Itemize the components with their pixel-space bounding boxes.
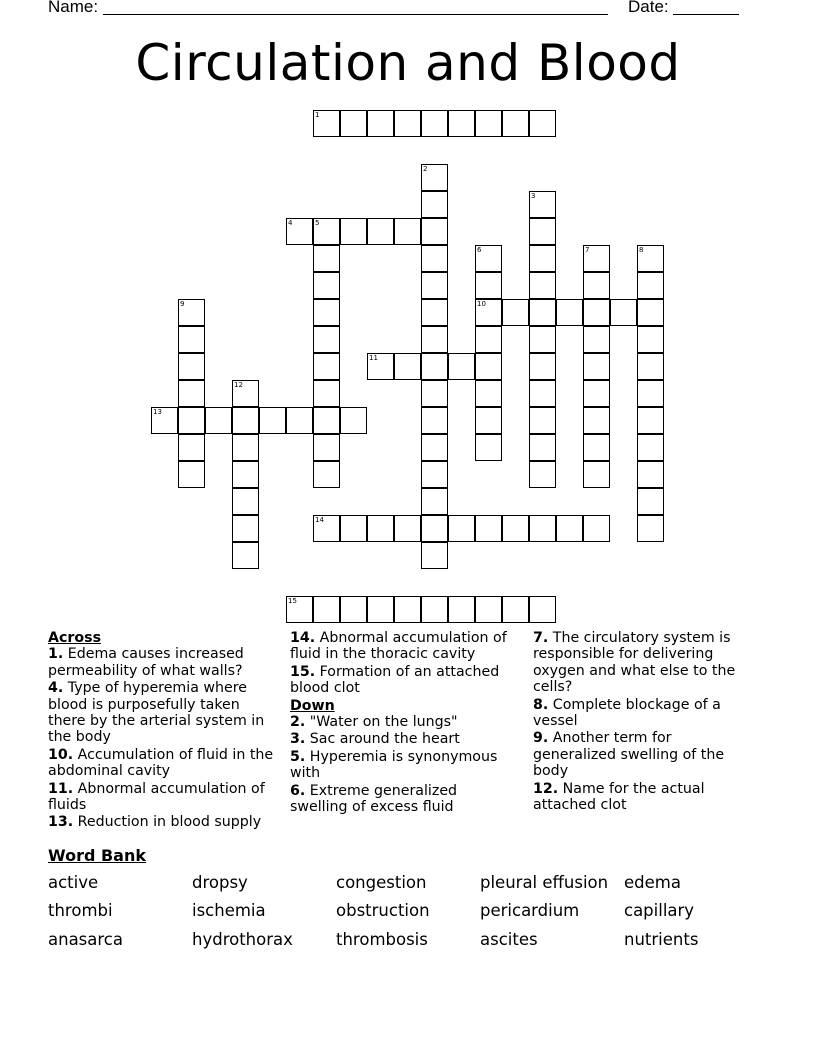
crossword-cell[interactable] bbox=[421, 245, 448, 272]
crossword-cell[interactable] bbox=[394, 353, 421, 380]
crossword-cell[interactable] bbox=[637, 488, 664, 515]
word-bank-item: dropsy bbox=[192, 873, 248, 892]
crossword-cell[interactable] bbox=[529, 434, 556, 461]
crossword-cell[interactable] bbox=[448, 515, 475, 542]
word-bank-item: pericardium bbox=[480, 901, 580, 920]
word-bank-item: ascites bbox=[480, 930, 538, 949]
crossword-cell[interactable] bbox=[340, 218, 367, 245]
crossword-cell[interactable] bbox=[529, 353, 556, 380]
clue-across-15: 15. Formation of an attached blood clot bbox=[290, 663, 500, 697]
crossword-cell[interactable] bbox=[583, 245, 610, 272]
crossword-cell[interactable] bbox=[421, 596, 448, 623]
crossword-cell[interactable] bbox=[313, 299, 340, 326]
clue-number: 13 bbox=[153, 408, 162, 416]
crossword-cell[interactable] bbox=[340, 515, 367, 542]
crossword-cell[interactable] bbox=[367, 353, 394, 380]
crossword-cell[interactable] bbox=[421, 164, 448, 191]
crossword-cell[interactable] bbox=[583, 380, 610, 407]
crossword-cell[interactable] bbox=[637, 326, 664, 353]
crossword-cell[interactable] bbox=[394, 218, 421, 245]
crossword-cell[interactable] bbox=[367, 218, 394, 245]
crossword-cell[interactable] bbox=[529, 272, 556, 299]
clue-down-3: 3. Sac around the heart bbox=[290, 731, 460, 748]
clues-column-1 bbox=[48, 630, 278, 832]
clue-down-2: 2. "Water on the lungs" bbox=[290, 714, 458, 731]
crossword-cell[interactable] bbox=[394, 110, 421, 137]
crossword-cell[interactable] bbox=[529, 461, 556, 488]
crossword-cell[interactable] bbox=[529, 380, 556, 407]
crossword-cell[interactable] bbox=[448, 596, 475, 623]
crossword-cell[interactable] bbox=[286, 218, 313, 245]
crossword-cell[interactable] bbox=[502, 299, 529, 326]
crossword-cell[interactable] bbox=[583, 461, 610, 488]
word-bank-item: pleural effusion bbox=[480, 873, 609, 892]
crossword-cell[interactable] bbox=[340, 110, 367, 137]
crossword-cell[interactable] bbox=[394, 596, 421, 623]
crossword-cell[interactable] bbox=[583, 407, 610, 434]
crossword-cell[interactable] bbox=[583, 299, 610, 326]
clue-down-12: 12. Name for the actual attached clot bbox=[533, 780, 705, 814]
crossword-cell[interactable] bbox=[313, 326, 340, 353]
crossword-cell[interactable] bbox=[475, 272, 502, 299]
crossword-cell[interactable] bbox=[475, 596, 502, 623]
crossword-cell[interactable] bbox=[421, 542, 448, 569]
date-label: Date: bbox=[628, 0, 669, 16]
crossword-cell[interactable] bbox=[232, 488, 259, 515]
crossword-cell[interactable] bbox=[475, 299, 502, 326]
crossword-cell[interactable] bbox=[178, 434, 205, 461]
crossword-cell[interactable] bbox=[556, 515, 583, 542]
crossword-cell[interactable] bbox=[448, 110, 475, 137]
crossword-cell[interactable] bbox=[583, 434, 610, 461]
crossword-cell[interactable] bbox=[232, 461, 259, 488]
crossword-cell[interactable] bbox=[475, 245, 502, 272]
crossword-cell[interactable] bbox=[340, 596, 367, 623]
crossword-cell[interactable] bbox=[421, 434, 448, 461]
clue-number: 11 bbox=[369, 354, 378, 362]
crossword-cell[interactable] bbox=[313, 245, 340, 272]
crossword-cell[interactable] bbox=[448, 353, 475, 380]
crossword-cell[interactable] bbox=[637, 515, 664, 542]
crossword-cell[interactable] bbox=[475, 407, 502, 434]
word-bank-item: active bbox=[48, 873, 99, 892]
clue-number: 14 bbox=[315, 516, 324, 524]
word-bank-item: thrombosis bbox=[336, 930, 428, 949]
crossword-cell[interactable] bbox=[475, 380, 502, 407]
word-bank-item: edema bbox=[624, 873, 681, 892]
clue-number: 6 bbox=[477, 246, 482, 254]
clue-number: 1 bbox=[315, 111, 320, 119]
crossword-cell[interactable] bbox=[637, 461, 664, 488]
crossword-cell[interactable] bbox=[583, 326, 610, 353]
crossword-cell[interactable] bbox=[367, 110, 394, 137]
crossword-cell[interactable] bbox=[232, 380, 259, 407]
crossword-cell[interactable] bbox=[313, 218, 340, 245]
crossword-cell[interactable] bbox=[556, 299, 583, 326]
crossword-cell[interactable] bbox=[178, 326, 205, 353]
crossword-cell[interactable] bbox=[313, 461, 340, 488]
clue-across-4: 4. Type of hyperemia where blood is purposefully taken there by the arterial system in the body bbox=[48, 680, 265, 746]
crossword-cell[interactable] bbox=[259, 407, 286, 434]
crossword-cell[interactable] bbox=[529, 110, 556, 137]
clue-number: 15 bbox=[288, 597, 297, 605]
crossword-cell[interactable] bbox=[475, 326, 502, 353]
crossword-cell[interactable] bbox=[178, 407, 205, 434]
crossword-cell[interactable] bbox=[529, 407, 556, 434]
crossword-cell[interactable] bbox=[475, 515, 502, 542]
crossword-cell[interactable] bbox=[367, 596, 394, 623]
word-bank-item: hydrothorax bbox=[192, 930, 293, 949]
clue-across-14: 14. Abnormal accumulation of fluid in the thoracic cavity bbox=[290, 630, 507, 663]
crossword-cell[interactable] bbox=[637, 272, 664, 299]
clue-across-13: 13. Reduction in blood supply bbox=[48, 814, 262, 831]
puzzle-title: Circulation and Blood bbox=[135, 34, 681, 92]
word-bank-item: nutrients bbox=[624, 930, 699, 949]
crossword-cell[interactable] bbox=[232, 542, 259, 569]
crossword-cell[interactable] bbox=[637, 299, 664, 326]
crossword-cell[interactable] bbox=[178, 380, 205, 407]
crossword-cell[interactable] bbox=[178, 299, 205, 326]
crossword-cell[interactable] bbox=[610, 299, 637, 326]
crossword-cell[interactable] bbox=[475, 110, 502, 137]
crossword-cell[interactable] bbox=[529, 191, 556, 218]
crossword-cell[interactable] bbox=[637, 380, 664, 407]
crossword-cell[interactable] bbox=[313, 353, 340, 380]
crossword-cell[interactable] bbox=[421, 407, 448, 434]
crossword-cell[interactable] bbox=[529, 326, 556, 353]
crossword-cell[interactable] bbox=[475, 434, 502, 461]
clue-number: 2 bbox=[423, 165, 428, 173]
word-bank-title: Word Bank bbox=[48, 846, 147, 865]
clue-down-7: 7. The circulatory system is responsible for delivering oxygen and what else to the cells? bbox=[533, 630, 736, 696]
clue-across-1: 1. Edema causes increased permeability of what walls? bbox=[48, 646, 244, 679]
crossword-cell[interactable] bbox=[313, 515, 340, 542]
crossword-cell[interactable] bbox=[313, 434, 340, 461]
crossword-cell[interactable] bbox=[313, 380, 340, 407]
clue-number: 3 bbox=[531, 192, 536, 200]
crossword-cell[interactable] bbox=[421, 380, 448, 407]
crossword-cell[interactable] bbox=[232, 407, 259, 434]
clues-column-3 bbox=[533, 630, 748, 814]
crossword-cell[interactable] bbox=[178, 353, 205, 380]
clue-number: 10 bbox=[477, 300, 486, 308]
crossword-cell[interactable] bbox=[583, 272, 610, 299]
crossword-cell[interactable] bbox=[421, 272, 448, 299]
crossword-cell[interactable] bbox=[340, 407, 367, 434]
word-bank-item: ischemia bbox=[192, 901, 266, 920]
crossword-cell[interactable] bbox=[367, 515, 394, 542]
crossword-cell[interactable] bbox=[205, 407, 232, 434]
crossword-cell[interactable] bbox=[421, 218, 448, 245]
clue-down-9: 9. Another term for generalized swelling of the body bbox=[533, 730, 725, 780]
crossword-cell[interactable] bbox=[232, 434, 259, 461]
clue-down-6: 6. Extreme generalized swelling of excess fluid bbox=[290, 782, 458, 816]
crossword-cell[interactable] bbox=[313, 596, 340, 623]
crossword-cell[interactable] bbox=[313, 407, 340, 434]
crossword-cell[interactable] bbox=[178, 461, 205, 488]
clue-number: 8 bbox=[639, 246, 644, 254]
clue-number: 7 bbox=[585, 246, 590, 254]
crossword-cell[interactable] bbox=[502, 596, 529, 623]
crossword-cell[interactable] bbox=[583, 353, 610, 380]
crossword-cell[interactable] bbox=[529, 596, 556, 623]
down-heading: Down bbox=[290, 697, 335, 714]
clue-number: 12 bbox=[234, 381, 243, 389]
crossword-cell[interactable] bbox=[421, 191, 448, 218]
clue-across-11: 11. Abnormal accumulation of fluids bbox=[48, 780, 265, 814]
clue-number: 5 bbox=[315, 219, 320, 227]
crossword-cell[interactable] bbox=[529, 515, 556, 542]
crossword-cell[interactable] bbox=[421, 515, 448, 542]
clue-number: 4 bbox=[288, 219, 293, 227]
clue-down-8: 8. Complete blockage of a vessel bbox=[533, 696, 721, 730]
crossword-cell[interactable] bbox=[421, 299, 448, 326]
crossword-cell[interactable] bbox=[529, 218, 556, 245]
crossword-cell[interactable] bbox=[394, 515, 421, 542]
word-bank-item: capillary bbox=[624, 901, 695, 920]
crossword-cell[interactable] bbox=[637, 353, 664, 380]
crossword-cell[interactable] bbox=[637, 245, 664, 272]
crossword-cell[interactable] bbox=[502, 110, 529, 137]
clues-column-2 bbox=[290, 630, 518, 816]
clue-down-5: 5. Hyperemia is synonymous with bbox=[290, 748, 498, 782]
word-bank-item: congestion bbox=[336, 873, 427, 892]
clue-across-10: 10. Accumulation of fluid in the abdominal cavity bbox=[48, 746, 274, 780]
crossword-cell[interactable] bbox=[637, 407, 664, 434]
crossword-cell[interactable] bbox=[286, 407, 313, 434]
crossword-cell[interactable] bbox=[583, 515, 610, 542]
across-heading: Across bbox=[48, 630, 102, 646]
word-bank-item: obstruction bbox=[336, 901, 430, 920]
crossword-cell[interactable] bbox=[151, 407, 178, 434]
crossword-cell[interactable] bbox=[529, 245, 556, 272]
crossword-cell[interactable] bbox=[232, 515, 259, 542]
crossword-cell[interactable] bbox=[475, 353, 502, 380]
name-label: Name: bbox=[48, 0, 99, 16]
crossword-cell[interactable] bbox=[421, 488, 448, 515]
crossword-cell[interactable] bbox=[286, 596, 313, 623]
clue-number: 9 bbox=[180, 300, 185, 308]
crossword-cell[interactable] bbox=[502, 515, 529, 542]
crossword-cell[interactable] bbox=[637, 434, 664, 461]
crossword-cell[interactable] bbox=[421, 110, 448, 137]
crossword-cell[interactable] bbox=[421, 353, 448, 380]
word-bank-item: anasarca bbox=[48, 930, 123, 949]
crossword-cell[interactable] bbox=[421, 461, 448, 488]
crossword-cell[interactable] bbox=[421, 326, 448, 353]
crossword-cell[interactable] bbox=[313, 272, 340, 299]
crossword-cell[interactable] bbox=[529, 299, 556, 326]
word-bank-item: thrombi bbox=[48, 901, 113, 920]
crossword-cell[interactable] bbox=[313, 110, 340, 137]
